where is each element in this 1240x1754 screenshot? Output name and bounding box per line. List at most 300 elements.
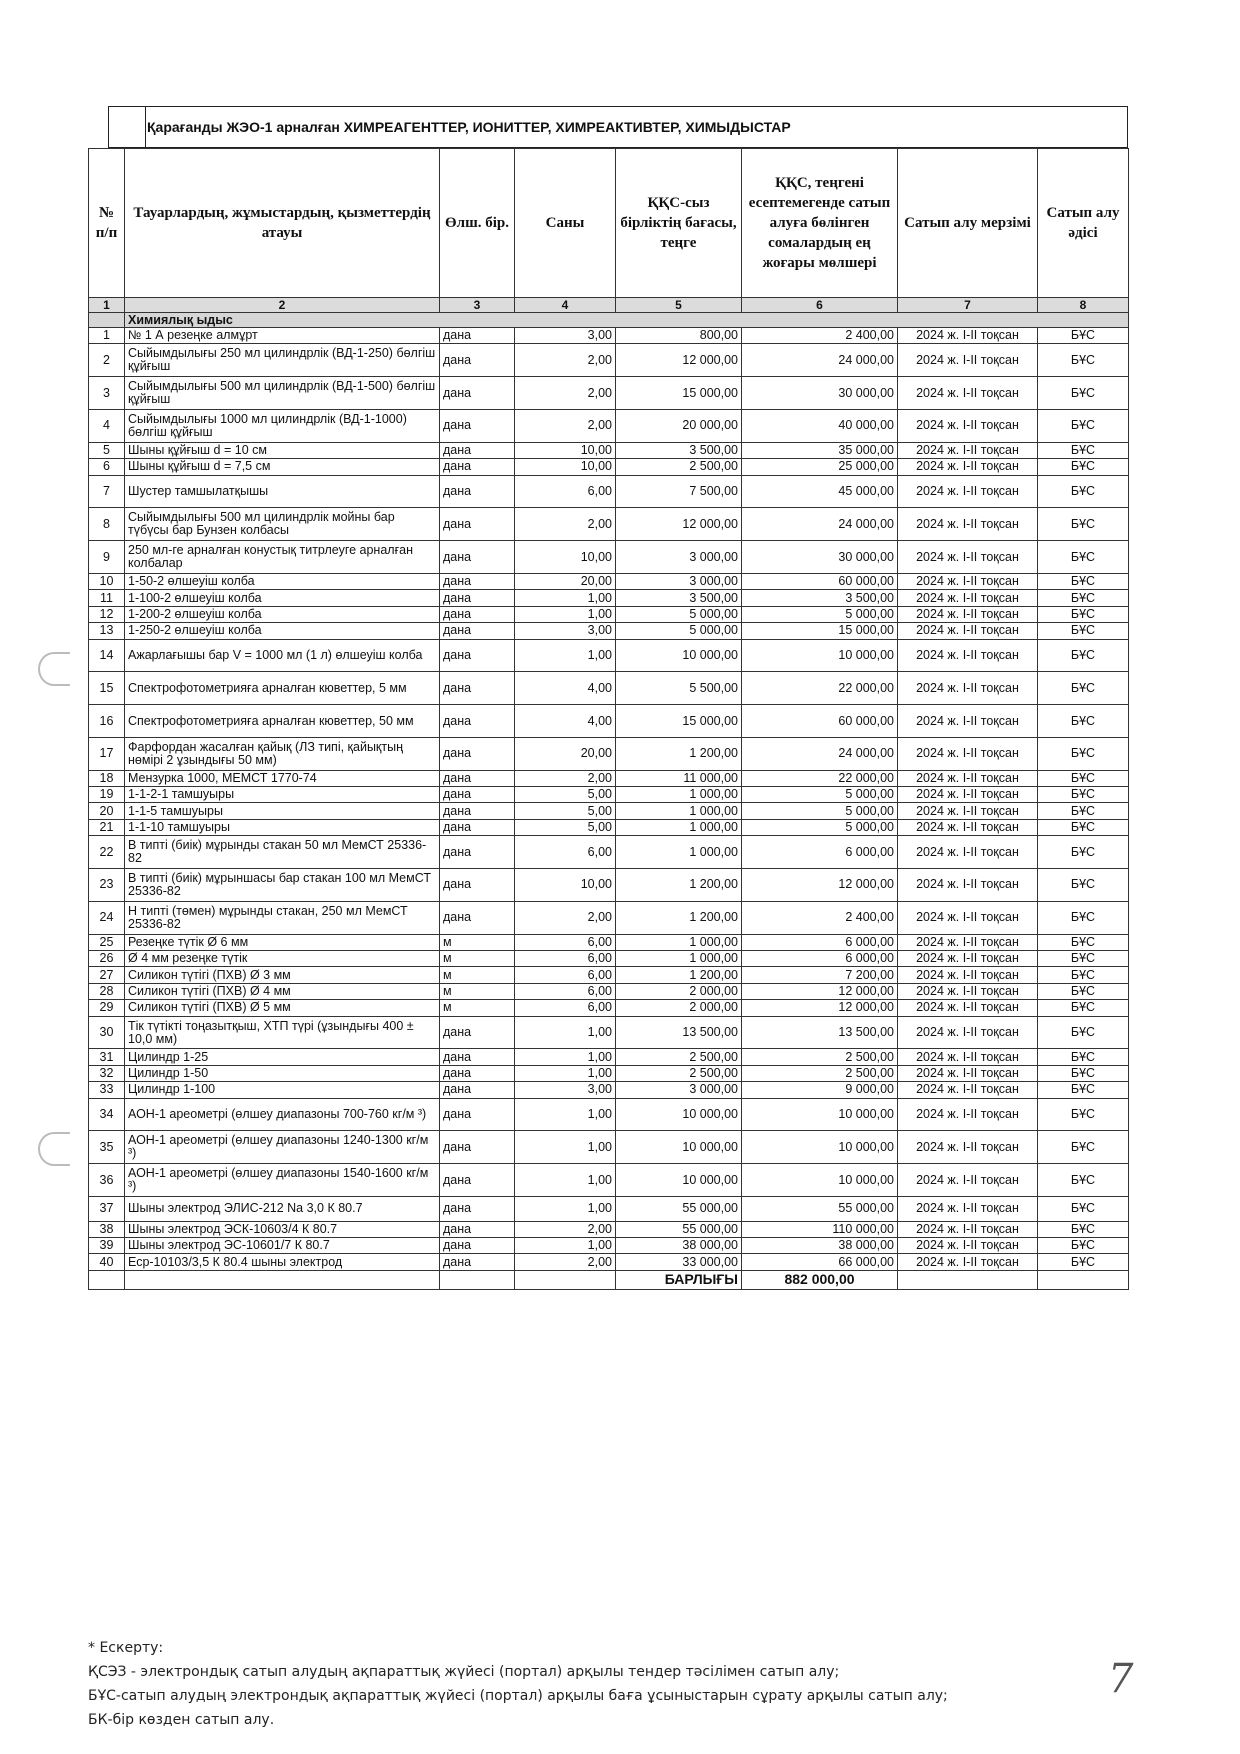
price-cell: 15 000,00: [616, 377, 742, 410]
purchase-table: [88, 148, 1129, 1290]
unit-cell: дана: [440, 901, 515, 934]
qty-cell: 6,00: [515, 836, 616, 869]
header-row: [89, 149, 1129, 298]
row-number: 14: [89, 639, 125, 672]
item-name: Шыны электрод ЭС-10601/7 К 80.7: [125, 1237, 440, 1253]
note-line: БҰС-сатып алудың электрондық ақпараттық жүйесі (портал) арқылы баға ұсыныстарын сұрату арқылы сатып алу;: [88, 1688, 948, 1704]
unit-cell: дана: [440, 590, 515, 606]
table-row: [89, 1082, 1129, 1098]
qty-cell: 6,00: [515, 475, 616, 508]
item-name: Резеңке түтік Ø 6 мм: [125, 934, 440, 950]
amount-cell: 24 000,00: [742, 508, 898, 541]
period-cell: 2024 ж. I-II тоқсан: [898, 967, 1038, 983]
qty-cell: 2,00: [515, 1221, 616, 1237]
header-name: Тауарлардың, жұмыстардың, қызметтердің атауы: [125, 149, 440, 298]
unit-cell: дана: [440, 1237, 515, 1253]
amount-cell: 5 000,00: [742, 803, 898, 819]
unit-cell: дана: [440, 459, 515, 475]
unit-cell: дана: [440, 1082, 515, 1098]
method-cell: БҰС: [1038, 573, 1129, 589]
period-cell: 2024 ж. I-II тоқсан: [898, 508, 1038, 541]
qty-cell: 2,00: [515, 377, 616, 410]
period-cell: 2024 ж. I-II тоқсан: [898, 1237, 1038, 1253]
header-qty: Саны: [515, 149, 616, 298]
period-cell: 2024 ж. I-II тоқсан: [898, 1016, 1038, 1049]
row-number: 19: [89, 787, 125, 803]
method-cell: БҰС: [1038, 787, 1129, 803]
note-line: БК-бір көзден сатып алу.: [88, 1712, 275, 1728]
row-number: 40: [89, 1254, 125, 1270]
period-cell: 2024 ж. I-II тоқсан: [898, 1196, 1038, 1221]
amount-cell: 2 500,00: [742, 1065, 898, 1081]
unit-cell: дана: [440, 409, 515, 442]
amount-cell: 5 000,00: [742, 606, 898, 622]
column-numbers-row: [89, 298, 1129, 313]
row-number: 29: [89, 1000, 125, 1016]
row-number: 17: [89, 737, 125, 770]
period-cell: 2024 ж. I-II тоқсан: [898, 1164, 1038, 1197]
unit-cell: дана: [440, 442, 515, 458]
period-cell: 2024 ж. I-II тоқсан: [898, 1131, 1038, 1164]
row-number: 18: [89, 770, 125, 786]
unit-cell: дана: [440, 787, 515, 803]
unit-cell: дана: [440, 869, 515, 902]
row-number: 26: [89, 951, 125, 967]
qty-cell: 6,00: [515, 1000, 616, 1016]
qty-cell: 1,00: [515, 1237, 616, 1253]
period-cell: 2024 ж. I-II тоқсан: [898, 934, 1038, 950]
table-row: [89, 606, 1129, 622]
col-number: 4: [515, 298, 616, 313]
price-cell: 10 000,00: [616, 1164, 742, 1197]
col-number: 3: [440, 298, 515, 313]
price-cell: 1 200,00: [616, 967, 742, 983]
table-row: [89, 869, 1129, 902]
price-cell: 2 000,00: [616, 983, 742, 999]
price-cell: 1 000,00: [616, 934, 742, 950]
amount-cell: 66 000,00: [742, 1254, 898, 1270]
row-number: 27: [89, 967, 125, 983]
price-cell: 38 000,00: [616, 1237, 742, 1253]
unit-cell: дана: [440, 672, 515, 705]
period-cell: 2024 ж. I-II тоқсан: [898, 672, 1038, 705]
amount-cell: 10 000,00: [742, 1131, 898, 1164]
table-row: [89, 328, 1129, 344]
item-name: 1-100-2 өлшеуіш колба: [125, 590, 440, 606]
price-cell: 3 500,00: [616, 442, 742, 458]
method-cell: БҰС: [1038, 344, 1129, 377]
item-name: Сыйымдылығы 250 мл цилиндрлік (ВД-1-250) бөлгіш құйғыш: [125, 344, 440, 377]
qty-cell: 6,00: [515, 983, 616, 999]
row-number: 8: [89, 508, 125, 541]
method-cell: БҰС: [1038, 623, 1129, 639]
method-cell: БҰС: [1038, 1049, 1129, 1065]
period-cell: 2024 ж. I-II тоқсан: [898, 459, 1038, 475]
period-cell: 2024 ж. I-II тоқсан: [898, 377, 1038, 410]
section-row: [89, 313, 1129, 328]
amount-cell: 25 000,00: [742, 459, 898, 475]
qty-cell: 5,00: [515, 787, 616, 803]
item-name: Тік түтікті тоңазытқыш, ХТП түрі (ұзындығы 400 ± 10,0 мм): [125, 1016, 440, 1049]
price-cell: 13 500,00: [616, 1016, 742, 1049]
qty-cell: 6,00: [515, 951, 616, 967]
table-row: [89, 705, 1129, 738]
unit-cell: дана: [440, 1016, 515, 1049]
notes: [88, 1636, 1128, 1732]
unit-cell: дана: [440, 1098, 515, 1131]
row-number: 9: [89, 541, 125, 574]
total-label: БАРЛЫҒЫ: [616, 1270, 742, 1289]
item-name: Шустер тамшылатқышы: [125, 475, 440, 508]
amount-cell: 5 000,00: [742, 819, 898, 835]
table-row: [89, 672, 1129, 705]
unit-cell: дана: [440, 573, 515, 589]
period-cell: 2024 ж. I-II тоқсан: [898, 344, 1038, 377]
item-name: В типті (биік) мұрыншасы бар стакан 100 мл МемСТ 25336-82: [125, 869, 440, 902]
qty-cell: 20,00: [515, 737, 616, 770]
amount-cell: 6 000,00: [742, 836, 898, 869]
table-row: [89, 475, 1129, 508]
period-cell: 2024 ж. I-II тоқсан: [898, 590, 1038, 606]
amount-cell: 7 200,00: [742, 967, 898, 983]
row-number: 25: [89, 934, 125, 950]
period-cell: 2024 ж. I-II тоқсан: [898, 639, 1038, 672]
item-name: Н типті (төмен) мұрынды стакан, 250 мл МемСТ 25336-82: [125, 901, 440, 934]
period-cell: 2024 ж. I-II тоқсан: [898, 606, 1038, 622]
method-cell: БҰС: [1038, 869, 1129, 902]
unit-cell: м: [440, 983, 515, 999]
unit-cell: дана: [440, 475, 515, 508]
qty-cell: 1,00: [515, 1049, 616, 1065]
unit-cell: дана: [440, 344, 515, 377]
price-cell: 2 000,00: [616, 1000, 742, 1016]
unit-cell: дана: [440, 1049, 515, 1065]
amount-cell: 35 000,00: [742, 442, 898, 458]
note-line: * Ескерту:: [88, 1640, 164, 1656]
qty-cell: 6,00: [515, 967, 616, 983]
period-cell: 2024 ж. I-II тоқсан: [898, 869, 1038, 902]
unit-cell: дана: [440, 770, 515, 786]
table-row: [89, 1196, 1129, 1221]
method-cell: БҰС: [1038, 508, 1129, 541]
col-number: 7: [898, 298, 1038, 313]
method-cell: БҰС: [1038, 1221, 1129, 1237]
price-cell: 12 000,00: [616, 508, 742, 541]
qty-cell: 2,00: [515, 508, 616, 541]
amount-cell: 13 500,00: [742, 1016, 898, 1049]
method-cell: БҰС: [1038, 590, 1129, 606]
amount-cell: 10 000,00: [742, 1164, 898, 1197]
price-cell: 20 000,00: [616, 409, 742, 442]
unit-cell: дана: [440, 1131, 515, 1164]
price-cell: 11 000,00: [616, 770, 742, 786]
unit-cell: м: [440, 967, 515, 983]
amount-cell: 2 400,00: [742, 328, 898, 344]
price-cell: 1 000,00: [616, 951, 742, 967]
method-cell: БҰС: [1038, 442, 1129, 458]
qty-cell: 2,00: [515, 901, 616, 934]
unit-cell: дана: [440, 639, 515, 672]
row-number: 35: [89, 1131, 125, 1164]
page-number: 7: [1108, 1656, 1134, 1702]
unit-cell: дана: [440, 541, 515, 574]
item-name: В типті (биік) мұрынды стакан 50 мл МемСТ 25336-82: [125, 836, 440, 869]
period-cell: 2024 ж. I-II тоқсан: [898, 819, 1038, 835]
method-cell: БҰС: [1038, 475, 1129, 508]
period-cell: 2024 ж. I-II тоқсан: [898, 983, 1038, 999]
header-max-amount: ҚҚС, теңгені есептемегенде сатып алуға бөлінген сомалардың ең жоғары мөлшері: [742, 149, 898, 298]
price-cell: 10 000,00: [616, 639, 742, 672]
amount-cell: 12 000,00: [742, 983, 898, 999]
method-cell: БҰС: [1038, 1131, 1129, 1164]
item-name: 1-1-5 тамшуыры: [125, 803, 440, 819]
item-name: 1-1-10 тамшуыры: [125, 819, 440, 835]
row-number: 31: [89, 1049, 125, 1065]
row-number: 5: [89, 442, 125, 458]
header-period: Сатып алу мерзімі: [898, 149, 1038, 298]
qty-cell: 10,00: [515, 869, 616, 902]
table-row: [89, 573, 1129, 589]
unit-cell: дана: [440, 836, 515, 869]
qty-cell: 20,00: [515, 573, 616, 589]
period-cell: 2024 ж. I-II тоқсан: [898, 770, 1038, 786]
item-name: Спектрофотометрияға арналған кюветтер, 5 мм: [125, 672, 440, 705]
period-cell: 2024 ж. I-II тоқсан: [898, 803, 1038, 819]
col-number: 5: [616, 298, 742, 313]
unit-cell: дана: [440, 328, 515, 344]
method-cell: БҰС: [1038, 951, 1129, 967]
method-cell: БҰС: [1038, 705, 1129, 738]
method-cell: БҰС: [1038, 639, 1129, 672]
price-cell: 2 500,00: [616, 1049, 742, 1065]
table-row: [89, 344, 1129, 377]
row-number: 2: [89, 344, 125, 377]
method-cell: БҰС: [1038, 328, 1129, 344]
method-cell: БҰС: [1038, 934, 1129, 950]
col-number: 8: [1038, 298, 1129, 313]
qty-cell: 3,00: [515, 328, 616, 344]
table-row: [89, 541, 1129, 574]
table-row: [89, 787, 1129, 803]
note-line: ҚСЭЗ - электрондық сатып алудың ақпараттық жүйесі (портал) арқылы тендер тәсілімен сатып алу;: [88, 1664, 840, 1680]
qty-cell: 10,00: [515, 442, 616, 458]
item-name: АОН-1 ареометрі (өлшеу диапазоны 1540-1600 кг/м ³): [125, 1164, 440, 1197]
amount-cell: 55 000,00: [742, 1196, 898, 1221]
amount-cell: 40 000,00: [742, 409, 898, 442]
qty-cell: 1,00: [515, 1196, 616, 1221]
row-number: 36: [89, 1164, 125, 1197]
row-number: 30: [89, 1016, 125, 1049]
item-name: Еср-10103/3,5 К 80.4 шыны электрод: [125, 1254, 440, 1270]
item-name: Силикон түтігі (ПХВ) Ø 5 мм: [125, 1000, 440, 1016]
col-number: 2: [125, 298, 440, 313]
unit-cell: дана: [440, 1164, 515, 1197]
amount-cell: 30 000,00: [742, 541, 898, 574]
price-cell: 12 000,00: [616, 344, 742, 377]
table-row: [89, 951, 1129, 967]
qty-cell: 1,00: [515, 606, 616, 622]
item-name: Сыйымдылығы 500 мл цилиндрлік (ВД-1-500) бөлгіш құйғыш: [125, 377, 440, 410]
amount-cell: 6 000,00: [742, 934, 898, 950]
price-cell: 3 000,00: [616, 573, 742, 589]
punch-hole-top: [38, 652, 70, 686]
amount-cell: 2 500,00: [742, 1049, 898, 1065]
table-row: [89, 590, 1129, 606]
qty-cell: 6,00: [515, 934, 616, 950]
item-name: Ø 4 мм резеңке түтік: [125, 951, 440, 967]
amount-cell: 24 000,00: [742, 737, 898, 770]
price-cell: 1 200,00: [616, 901, 742, 934]
total-value: 882 000,00: [742, 1270, 898, 1289]
price-cell: 3 000,00: [616, 541, 742, 574]
price-cell: 2 500,00: [616, 1065, 742, 1081]
amount-cell: 24 000,00: [742, 344, 898, 377]
price-cell: 15 000,00: [616, 705, 742, 738]
item-name: АОН-1 ареометрі (өлшеу диапазоны 1240-1300 кг/м ³): [125, 1131, 440, 1164]
amount-cell: 10 000,00: [742, 1098, 898, 1131]
method-cell: БҰС: [1038, 1164, 1129, 1197]
item-name: Фарфордан жасалған қайық (ЛЗ типі, қайықтың нөмірі 2 ұзындығы 50 мм): [125, 737, 440, 770]
method-cell: БҰС: [1038, 606, 1129, 622]
period-cell: 2024 ж. I-II тоқсан: [898, 836, 1038, 869]
item-name: Шыны құйғыш d = 10 см: [125, 442, 440, 458]
table-row: [89, 442, 1129, 458]
method-cell: БҰС: [1038, 1082, 1129, 1098]
period-cell: 2024 ж. I-II тоқсан: [898, 442, 1038, 458]
table-row: [89, 1237, 1129, 1253]
price-cell: 55 000,00: [616, 1221, 742, 1237]
method-cell: БҰС: [1038, 1016, 1129, 1049]
method-cell: БҰС: [1038, 967, 1129, 983]
row-number: 1: [89, 328, 125, 344]
unit-cell: дана: [440, 819, 515, 835]
amount-cell: 22 000,00: [742, 672, 898, 705]
period-cell: 2024 ж. I-II тоқсан: [898, 573, 1038, 589]
row-number: 4: [89, 409, 125, 442]
unit-cell: дана: [440, 803, 515, 819]
row-number: 22: [89, 836, 125, 869]
method-cell: БҰС: [1038, 1000, 1129, 1016]
qty-cell: 1,00: [515, 1098, 616, 1131]
qty-cell: 10,00: [515, 459, 616, 475]
amount-cell: 9 000,00: [742, 1082, 898, 1098]
amount-cell: 60 000,00: [742, 705, 898, 738]
item-name: 250 мл-ге арналған конустық титрлеуге арналған колбалар: [125, 541, 440, 574]
section-title: Химиялық ыдыс: [125, 313, 1129, 328]
row-number: 24: [89, 901, 125, 934]
row-number: 11: [89, 590, 125, 606]
unit-cell: дана: [440, 508, 515, 541]
row-number: 7: [89, 475, 125, 508]
item-name: 1-200-2 өлшеуіш колба: [125, 606, 440, 622]
item-name: Цилиндр 1-100: [125, 1082, 440, 1098]
price-cell: 10 000,00: [616, 1098, 742, 1131]
document-title-row: [108, 106, 1128, 148]
qty-cell: 1,00: [515, 1164, 616, 1197]
header-no: № п/п: [89, 149, 125, 298]
method-cell: БҰС: [1038, 1098, 1129, 1131]
method-cell: БҰС: [1038, 737, 1129, 770]
item-name: Силикон түтігі (ПХВ) Ø 4 мм: [125, 983, 440, 999]
item-name: Спектрофотометрияға арналған кюветтер, 50 мм: [125, 705, 440, 738]
table-row: [89, 1131, 1129, 1164]
table-row: [89, 1098, 1129, 1131]
table-row: [89, 770, 1129, 786]
price-cell: 2 500,00: [616, 459, 742, 475]
qty-cell: 4,00: [515, 705, 616, 738]
table-row: [89, 901, 1129, 934]
item-name: 1-250-2 өлшеуіш колба: [125, 623, 440, 639]
item-name: Цилиндр 1-50: [125, 1065, 440, 1081]
qty-cell: 2,00: [515, 344, 616, 377]
amount-cell: 6 000,00: [742, 951, 898, 967]
item-name: Шыны электрод ЭСК-10603/4 К 80.7: [125, 1221, 440, 1237]
table-body: [89, 328, 1129, 1271]
row-number: 3: [89, 377, 125, 410]
method-cell: БҰС: [1038, 770, 1129, 786]
price-cell: 1 000,00: [616, 787, 742, 803]
period-cell: 2024 ж. I-II тоқсан: [898, 737, 1038, 770]
method-cell: БҰС: [1038, 901, 1129, 934]
amount-cell: 2 400,00: [742, 901, 898, 934]
row-number: 28: [89, 983, 125, 999]
table-row: [89, 1016, 1129, 1049]
item-name: АОН-1 ареометрі (өлшеу диапазоны 700-760 кг/м ³): [125, 1098, 440, 1131]
qty-cell: 1,00: [515, 639, 616, 672]
item-name: Мензурка 1000, МЕМСТ 1770-74: [125, 770, 440, 786]
col-number: 1: [89, 298, 125, 313]
row-number: 32: [89, 1065, 125, 1081]
table-row: [89, 934, 1129, 950]
qty-cell: 1,00: [515, 590, 616, 606]
row-number: 12: [89, 606, 125, 622]
period-cell: 2024 ж. I-II тоқсан: [898, 1082, 1038, 1098]
period-cell: 2024 ж. I-II тоқсан: [898, 475, 1038, 508]
unit-cell: дана: [440, 1254, 515, 1270]
amount-cell: 3 500,00: [742, 590, 898, 606]
table-row: [89, 803, 1129, 819]
method-cell: БҰС: [1038, 409, 1129, 442]
table-row: [89, 1049, 1129, 1065]
item-name: Сыйымдылығы 1000 мл цилиндрлік (ВД-1-1000) бөлгіш құйғыш: [125, 409, 440, 442]
price-cell: 5 000,00: [616, 623, 742, 639]
qty-cell: 5,00: [515, 819, 616, 835]
unit-cell: дана: [440, 1196, 515, 1221]
method-cell: БҰС: [1038, 377, 1129, 410]
item-name: Шыны электрод ЭЛИС-212 Na 3,0 К 80.7: [125, 1196, 440, 1221]
price-cell: 5 500,00: [616, 672, 742, 705]
period-cell: 2024 ж. I-II тоқсан: [898, 623, 1038, 639]
unit-cell: дана: [440, 377, 515, 410]
method-cell: БҰС: [1038, 459, 1129, 475]
period-cell: 2024 ж. I-II тоқсан: [898, 787, 1038, 803]
period-cell: 2024 ж. I-II тоқсан: [898, 951, 1038, 967]
qty-cell: 3,00: [515, 1082, 616, 1098]
item-name: Сыйымдылығы 500 мл цилиндрлік мойны бар түбүсы бар Бунзен колбасы: [125, 508, 440, 541]
price-cell: 33 000,00: [616, 1254, 742, 1270]
unit-cell: м: [440, 1000, 515, 1016]
row-number: 21: [89, 819, 125, 835]
period-cell: 2024 ж. I-II тоқсан: [898, 1000, 1038, 1016]
table-row: [89, 409, 1129, 442]
item-name: Ажарлағышы бар V = 1000 мл (1 л) өлшеуіш колба: [125, 639, 440, 672]
table-row: [89, 1221, 1129, 1237]
row-number: 16: [89, 705, 125, 738]
price-cell: 55 000,00: [616, 1196, 742, 1221]
row-number: 33: [89, 1082, 125, 1098]
method-cell: БҰС: [1038, 1254, 1129, 1270]
method-cell: БҰС: [1038, 1065, 1129, 1081]
